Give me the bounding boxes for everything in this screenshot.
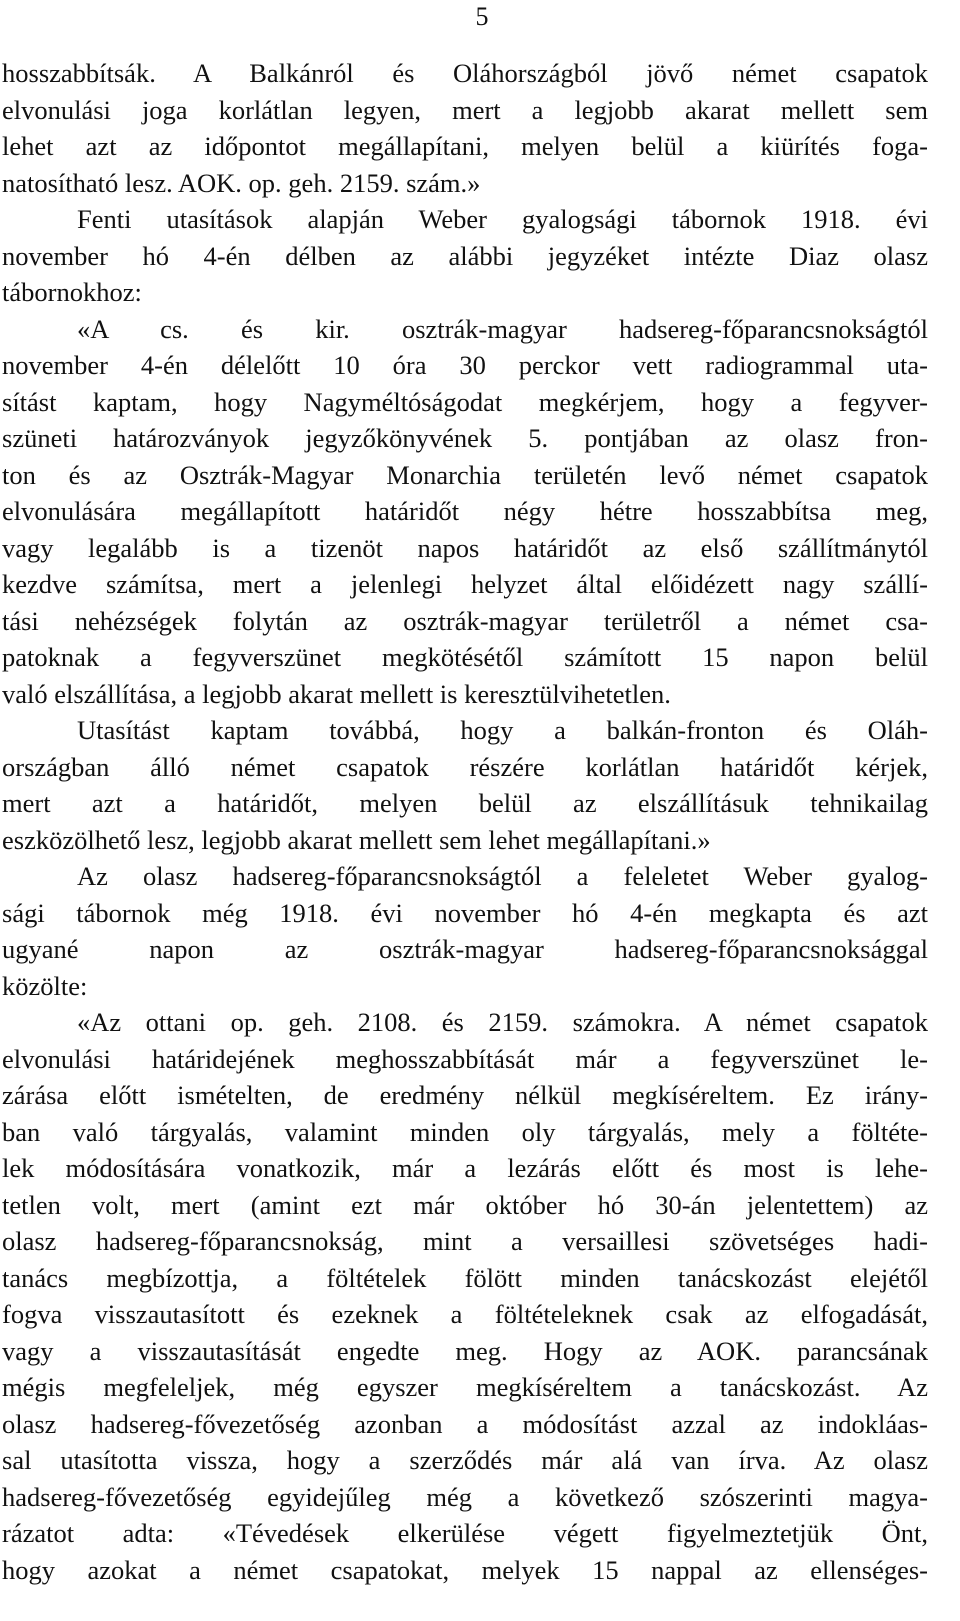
text-line: olasz hadsereg-fővezetőség azonban a módosítást azzal az indokláas- [2,1408,928,1439]
text-line: lehet azt az időpontot megállapítani, melyen belül a kiürítés foga- [2,131,928,161]
text-line: «A cs. és kir. osztrák-magyar hadsereg-főparancsnokságtól [77,313,928,344]
text-line: «Az ottani op. geh. 2108. és 2159. számokra. A német csapatok [77,1007,928,1037]
text-line: hosszabbítsák. A Balkánról és Oláhországból jövő német csapatok [2,58,928,88]
text-line: natosítható lesz. AOK. op. geh. 2159. szám.» [2,167,481,198]
text-line: november 4-én délelőtt 10 óra 30 perckor vett radiogrammal uta- [2,350,928,380]
text-line: mégis megfeleljek, még egyszer megkíséreltem a tanácskozást. Az [2,1372,928,1402]
text-line: Az olasz hadsereg-főparancsnokságtól a feleletet Weber gyalog- [77,861,928,891]
text-line: tábornokhoz: [2,277,142,307]
text-line: elvonulási joga korlátlan legyen, mert a legjobb akarat mellett sem [2,94,928,125]
page-number: 5 [475,2,489,31]
text-line: való elszállítása, a legjobb akarat mellett is keresztülvihetetlen. [2,678,671,709]
text-line: ugyané napon az osztrák-magyar hadsereg-főparancsnoksággal [2,934,928,964]
text-line: tetlen volt, mert (amint ezt már október hó 30-án jelentettem) az [2,1189,928,1220]
text-line: közölte: [2,970,88,1001]
text-line: sal utasította vissza, hogy a szerződés már alá van írva. Az olasz [2,1445,928,1475]
text-line: Fenti utasítások alapján Weber gyalogsági tábornok 1918. évi [77,204,928,234]
text-line: hogy azokat a német csapatokat, melyek 15 nappal az ellenséges- [2,1554,928,1585]
text-line: tási nehézségek folytán az osztrák-magyar területről a német csa- [2,605,928,636]
text-line: eszközölhető lesz, legjobb akarat mellett sem lehet megállapítani.» [2,824,711,855]
document-body [2,55,928,1588]
text-line: lek módosítására vonatkozik, már a lezárás előtt és most is lehe- [2,1153,928,1183]
text-line: kezdve számítsa, mert a jelenlegi helyzet által előidézett nagy szállí- [2,569,928,599]
text-line: fogva visszautasított és ezeknek a föltételeknek csak az elfogadását, [2,1299,928,1329]
text-line: elvonulására megállapított határidőt négy hétre hosszabbítsa meg, [2,496,928,526]
text-line: vagy a visszautasítását engedte meg. Hogy az AOK. parancsának [2,1335,928,1366]
text-line: sági tábornok még 1918. évi november hó 4-én megkapta és azt [2,897,928,928]
text-line: mert azt a határidőt, melyen belül az elszállításuk tehnikailag [2,788,928,818]
text-line: országban álló német csapatok részére korlátlan határidőt kérjek, [2,751,928,782]
text-line: olasz hadsereg-főparancsnokság, mint a versaillesi szövetséges hadi- [2,1226,928,1256]
text-line: november hó 4-én délben az alábbi jegyzéket intézte Diaz olasz [2,240,928,271]
text-line: rázatot adta: «Tévedések elkerülése végett figyelmeztetjük Önt, [2,1518,928,1548]
text-line: vagy legalább is a tizenöt napos határidőt az első szállítmánytól [2,532,928,563]
text-line: patoknak a fegyverszünet megkötésétől számított 15 napon belül [2,642,928,672]
text-line: ton és az Osztrák-Magyar Monarchia területén levő német csapatok [2,459,928,490]
text-line: tanács megbízottja, a föltételek fölött minden tanácskozást elejétől [2,1262,928,1293]
text-line: Utasítást kaptam továbbá, hogy a balkán-fronton és Oláh- [77,715,928,745]
text-line: szüneti határozványok jegyzőkönyvének 5. pontjában az olasz fron- [2,423,928,453]
text-line: sítást kaptam, hogy Nagyméltóságodat megkérjem, hogy a fegyver- [2,386,928,417]
text-line: zárása előtt ismételten, de eredmény nélkül megkíséreltem. Ez irány- [2,1080,928,1110]
text-line: ban való tárgyalás, valamint minden oly tárgyalás, mely a föltéte- [2,1116,928,1147]
text-line: hadsereg-fővezetőség egyidejűleg még a következő szószerinti magya- [2,1481,928,1512]
text-line: elvonulási határidejének meghosszabbítását már a fegyverszünet le- [2,1043,928,1074]
